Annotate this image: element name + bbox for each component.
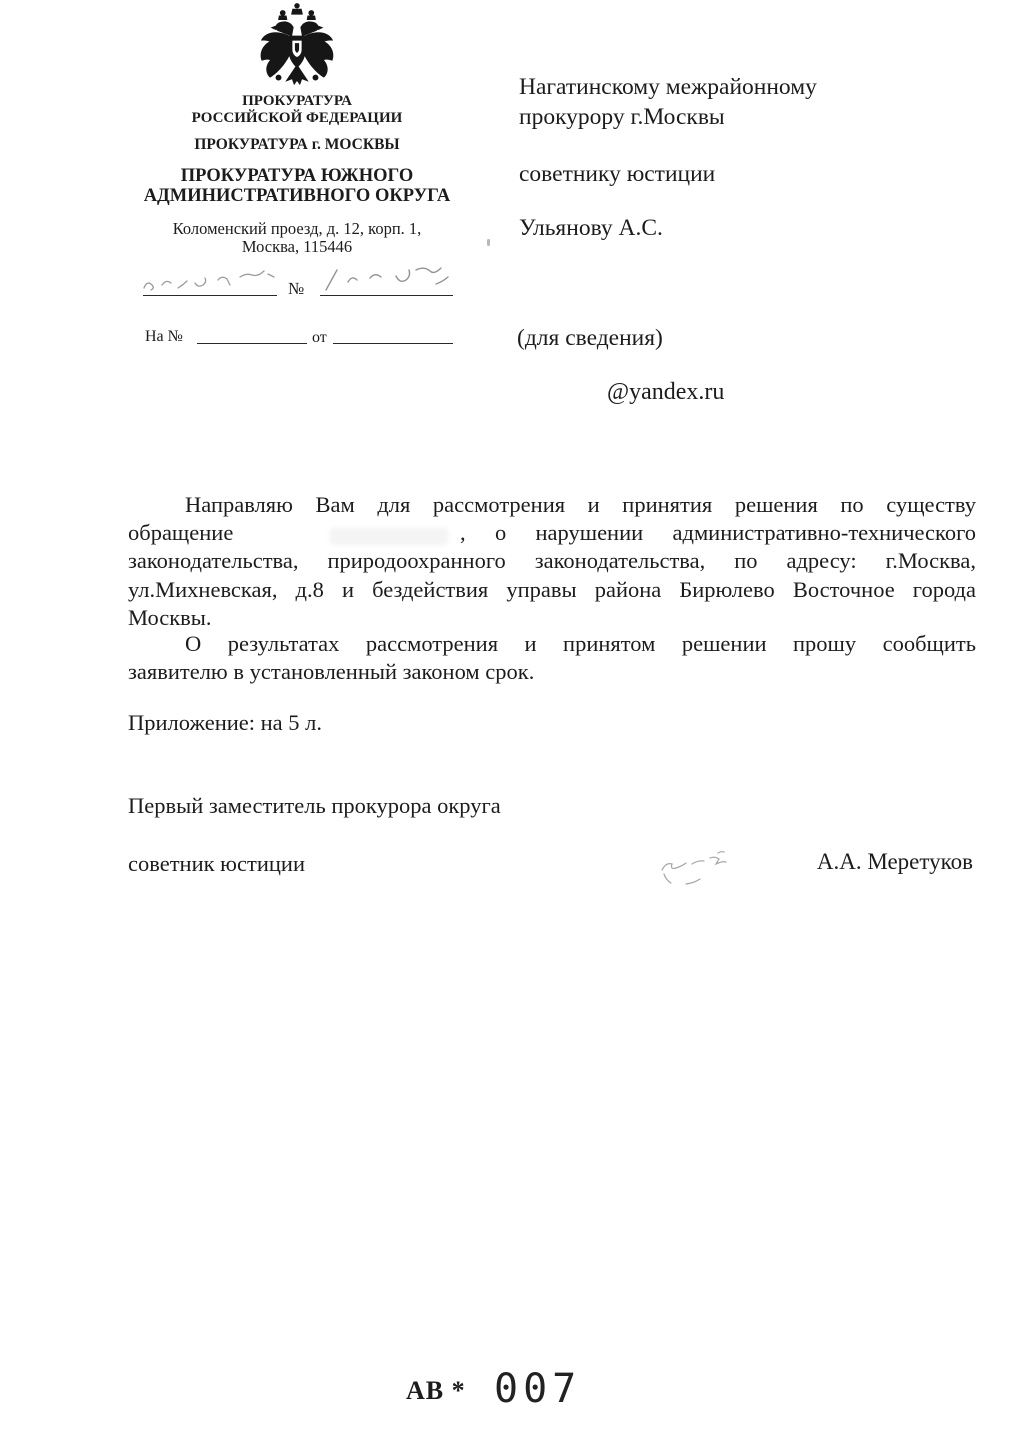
body-p1-line2-suffix: , о нарушении административно-технического — [459, 520, 976, 546]
signer-title-line1: Первый заместитель прокурора округа — [128, 793, 501, 818]
org-district-line1: ПРОКУРАТУРА ЮЖНОГО — [180, 166, 414, 186]
body-p2-line1: О результатах рассмотрения и принятом решении прошу сообщить — [185, 631, 976, 656]
signer-title-line2: советник юстиции — [128, 851, 305, 876]
ref-label: На № — [145, 328, 183, 345]
erased-text-ghost — [330, 528, 448, 545]
footer-code-prefix: АВ * — [406, 1376, 466, 1405]
ref-date-blank-line — [333, 330, 453, 344]
ref-from-label: от — [312, 329, 327, 346]
org-address-line2: Москва, 115446 — [241, 237, 353, 256]
recipient-email: @yandex.ru — [607, 379, 725, 405]
body-p1-line4: ул.Михневская, д.8 и бездействия управы района Бирюлево Восточное города — [128, 576, 976, 602]
date-blank-line — [143, 281, 277, 296]
body-p1-line3: законодательства, природоохранного законодательства, по адресу: г.Москва, — [128, 548, 976, 574]
ref-number-blank-line — [197, 330, 307, 344]
body-p1-line2-prefix: обращение — [128, 520, 234, 546]
recipient-line1: Нагатинскому межрайонному — [519, 74, 817, 100]
recipient-name: Ульянову А.С. — [519, 215, 663, 241]
letterhead — [140, 93, 454, 256]
signer-name: А.А. Меретуков — [816, 849, 973, 874]
signature-mark — [658, 843, 743, 895]
org-name-line2: РОССИЙСКОЙ ФЕДЕРАЦИИ — [191, 110, 403, 126]
coat-of-arms-icon — [254, 2, 340, 86]
recipient-rank: советнику юстиции — [519, 161, 716, 187]
recipient-line2: прокурору г.Москвы — [519, 104, 725, 130]
attachment-note: Приложение: на 5 л. — [128, 710, 323, 735]
body-p1-line5: Москвы. — [128, 604, 212, 630]
body-p1-line1: Направляю Вам для рассмотрения и принятия решения по существу — [185, 492, 976, 517]
recipient-note: (для сведения) — [517, 325, 663, 351]
number-blank-line — [320, 281, 453, 296]
letter-body — [128, 491, 976, 632]
org-city-line: ПРОКУРАТУРА г. МОСКВЫ — [194, 136, 400, 153]
body-p1-line2 — [128, 519, 976, 547]
org-address-line1: Коломенский проезд, д. 12, корп. 1, — [172, 219, 422, 238]
footer-code-number: 007 — [494, 1366, 582, 1412]
org-name-line1: ПРОКУРАТУРА — [242, 93, 352, 109]
org-district-line2: АДМИНИСТРАТИВНОГО ОКРУГА — [143, 185, 451, 206]
letter-body-paragraph2 — [128, 630, 976, 686]
body-p2-line2: заявителю в установленный законом срок. — [128, 659, 535, 685]
number-label: № — [288, 279, 305, 298]
scan-artifact-speck — [487, 239, 490, 246]
